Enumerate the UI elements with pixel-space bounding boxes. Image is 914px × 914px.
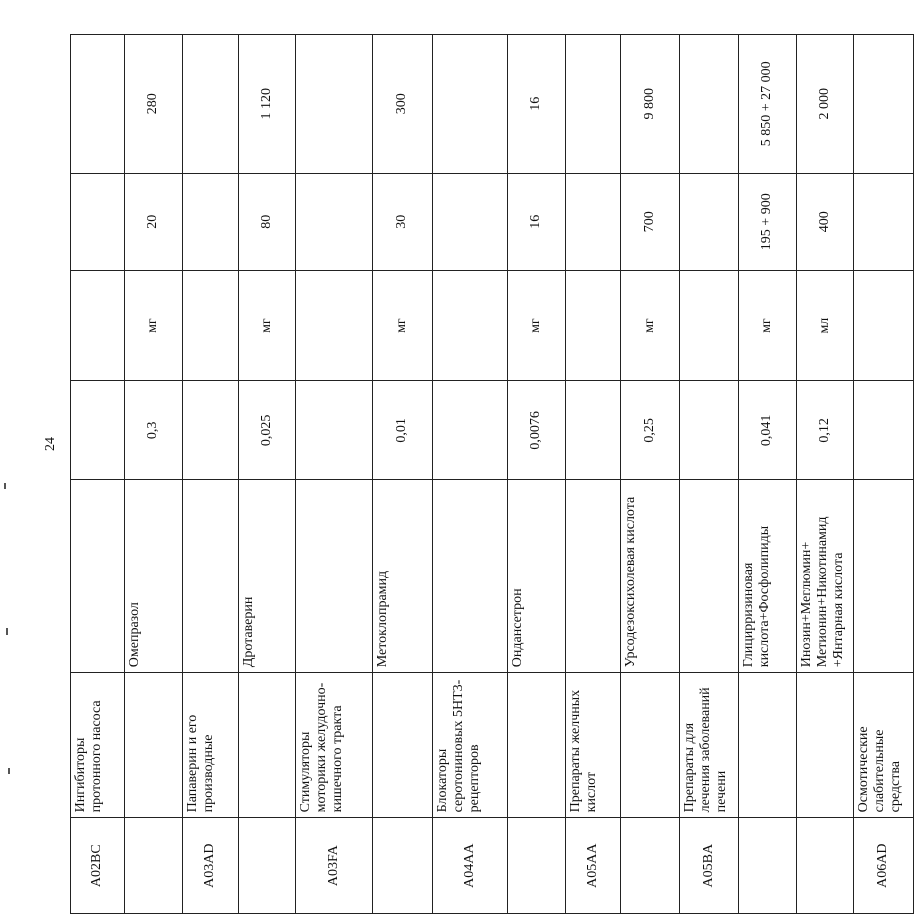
atc-code-cell: A05AA	[566, 818, 621, 914]
drug-name-cell: Глицирризиновая кислота+Фосфолипиды	[739, 480, 797, 673]
group-name-cell	[508, 673, 566, 818]
table-row	[508, 35, 566, 914]
unit-cell	[296, 270, 373, 380]
single-dose-cell	[296, 173, 373, 270]
single-dose-cell: 700	[621, 173, 680, 270]
drug-name-cell	[566, 480, 621, 673]
table-row	[621, 35, 680, 914]
group-name-cell: Ингибиторы протонного насоса	[71, 673, 125, 818]
table-row	[680, 35, 739, 914]
single-dose-cell	[854, 173, 914, 270]
unit-cell	[854, 270, 914, 380]
page-number: 24	[43, 437, 58, 451]
table-row	[797, 35, 854, 914]
course-dose-cell	[296, 35, 373, 174]
ddd-cell	[183, 381, 239, 480]
course-dose-cell	[854, 35, 914, 174]
single-dose-cell	[71, 173, 125, 270]
atc-code-cell	[239, 818, 296, 914]
drug-name-cell	[433, 480, 508, 673]
course-dose-cell	[71, 35, 125, 174]
ddd-cell: 0,25	[621, 381, 680, 480]
atc-code-cell: A02BC	[71, 818, 125, 914]
unit-cell: мл	[797, 270, 854, 380]
group-name-cell: Осмотические слабительные средства	[854, 673, 914, 818]
single-dose-cell: 400	[797, 173, 854, 270]
atc-code-cell: A03AD	[183, 818, 239, 914]
atc-code-cell: A05BA	[680, 818, 739, 914]
group-name-cell: Стимуляторы моторики желудочно-кишечного тракта	[296, 673, 373, 818]
single-dose-cell: 16	[508, 173, 566, 270]
course-dose-cell: 280	[125, 35, 183, 174]
ddd-cell: 0,0076	[508, 381, 566, 480]
drug-name-cell: Инозин+Меглюмин+ Метионин+Никотинамид +Янтарная кислота	[797, 480, 854, 673]
ddd-cell: 0,025	[239, 381, 296, 480]
table-row	[854, 35, 914, 914]
scan-mark	[4, 483, 6, 489]
drug-name-cell	[680, 480, 739, 673]
ddd-cell: 0,041	[739, 381, 797, 480]
unit-cell	[566, 270, 621, 380]
unit-cell	[680, 270, 739, 380]
drug-name-cell: Метоклопрамид	[373, 480, 433, 673]
drug-dosage-table	[70, 34, 914, 914]
table-row	[739, 35, 797, 914]
course-dose-cell: 5 850 + 27 000	[739, 35, 797, 174]
group-name-cell: Блокаторы серотониновых 5HT3-рецепторов	[433, 673, 508, 818]
unit-cell	[433, 270, 508, 380]
course-dose-cell: 9 800	[621, 35, 680, 174]
table-row	[373, 35, 433, 914]
ddd-cell	[854, 381, 914, 480]
ddd-cell: 0,01	[373, 381, 433, 480]
table-row	[433, 35, 508, 914]
single-dose-cell	[566, 173, 621, 270]
scan-mark	[8, 768, 10, 774]
atc-code-cell	[797, 818, 854, 914]
course-dose-cell	[680, 35, 739, 174]
group-name-cell	[797, 673, 854, 818]
atc-code-cell: A04AA	[433, 818, 508, 914]
group-name-cell	[373, 673, 433, 818]
ddd-cell	[296, 381, 373, 480]
table-row	[296, 35, 373, 914]
single-dose-cell: 30	[373, 173, 433, 270]
course-dose-cell: 1 120	[239, 35, 296, 174]
course-dose-cell	[433, 35, 508, 174]
group-name-cell: Папаверин и его производные	[183, 673, 239, 818]
group-name-cell	[239, 673, 296, 818]
table-row	[183, 35, 239, 914]
single-dose-cell	[183, 173, 239, 270]
ddd-cell: 0,12	[797, 381, 854, 480]
atc-code-cell: A06AD	[854, 818, 914, 914]
atc-code-cell	[508, 818, 566, 914]
course-dose-cell: 300	[373, 35, 433, 174]
group-name-cell	[739, 673, 797, 818]
ddd-cell: 0,3	[125, 381, 183, 480]
ddd-cell	[71, 381, 125, 480]
atc-code-cell	[739, 818, 797, 914]
ddd-cell	[433, 381, 508, 480]
table-row	[566, 35, 621, 914]
ddd-cell	[566, 381, 621, 480]
table-row	[125, 35, 183, 914]
unit-cell: мг	[373, 270, 433, 380]
drug-name-cell: Дротаверин	[239, 480, 296, 673]
unit-cell	[71, 270, 125, 380]
atc-code-cell	[125, 818, 183, 914]
group-name-cell	[621, 673, 680, 818]
unit-cell: мг	[125, 270, 183, 380]
unit-cell: мг	[508, 270, 566, 380]
single-dose-cell: 195 + 900	[739, 173, 797, 270]
drug-name-cell: Омепразол	[125, 480, 183, 673]
atc-code-cell	[621, 818, 680, 914]
scan-mark	[6, 628, 8, 635]
single-dose-cell: 80	[239, 173, 296, 270]
drug-name-cell	[854, 480, 914, 673]
unit-cell	[183, 270, 239, 380]
course-dose-cell: 2 000	[797, 35, 854, 174]
single-dose-cell	[433, 173, 508, 270]
drug-name-cell	[183, 480, 239, 673]
unit-cell: мг	[621, 270, 680, 380]
course-dose-cell	[566, 35, 621, 174]
group-name-cell: Препараты желчных кислот	[566, 673, 621, 818]
table-row	[239, 35, 296, 914]
group-name-cell	[125, 673, 183, 818]
group-name-cell: Препараты для лечения заболеваний печени	[680, 673, 739, 818]
single-dose-cell	[680, 173, 739, 270]
atc-code-cell: A03FA	[296, 818, 373, 914]
atc-code-cell	[373, 818, 433, 914]
drug-name-cell	[71, 480, 125, 673]
single-dose-cell: 20	[125, 173, 183, 270]
table-row	[71, 35, 125, 914]
drug-name-cell	[296, 480, 373, 673]
unit-cell: мг	[739, 270, 797, 380]
drug-name-cell: Ондансетрон	[508, 480, 566, 673]
course-dose-cell	[183, 35, 239, 174]
ddd-cell	[680, 381, 739, 480]
course-dose-cell: 16	[508, 35, 566, 174]
unit-cell: мг	[239, 270, 296, 380]
drug-name-cell: Урсодезоксихолевая кислота	[621, 480, 680, 673]
